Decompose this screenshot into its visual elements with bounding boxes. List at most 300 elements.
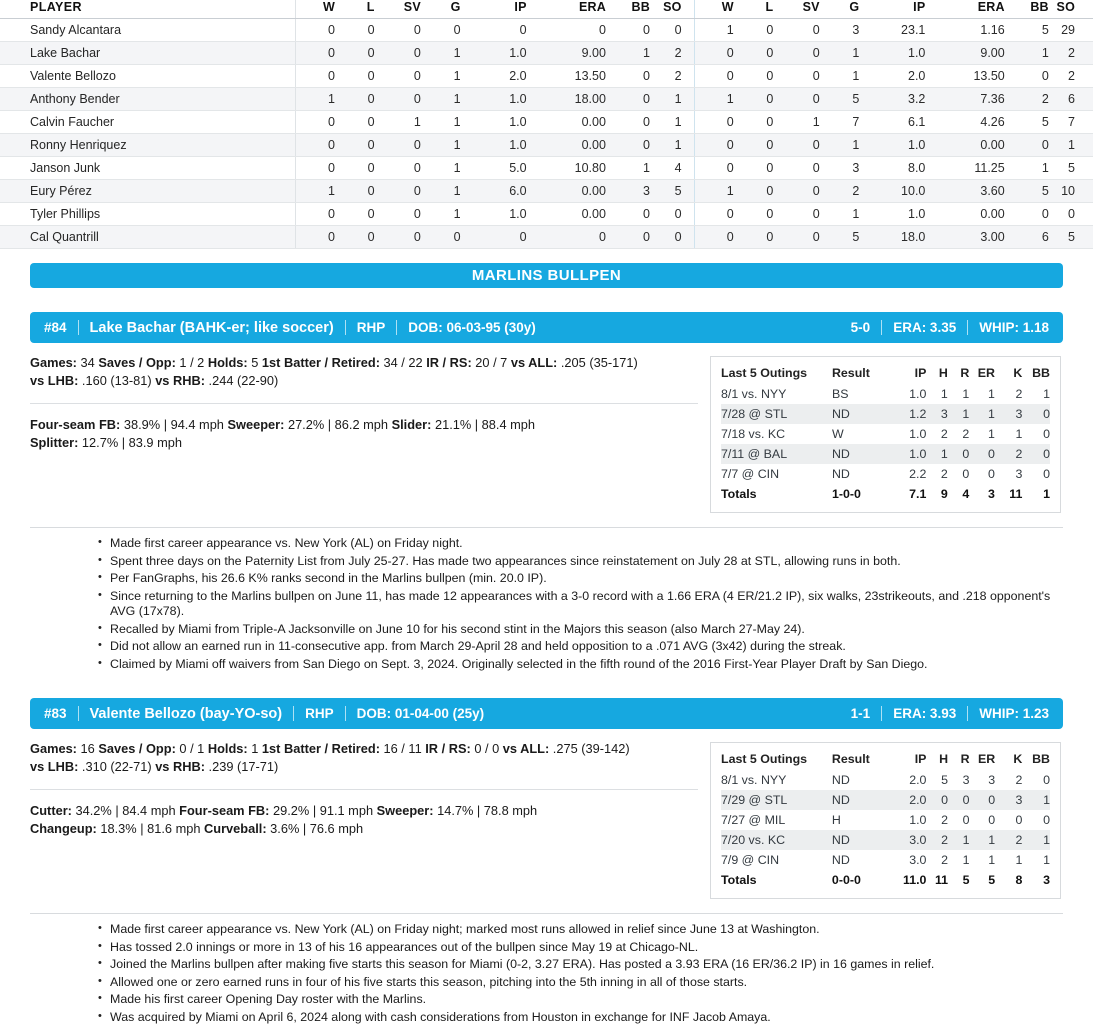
stat-cell: 6 — [1005, 226, 1049, 249]
stat-cell: 0 — [773, 203, 819, 226]
outings-total-cell: 5 — [970, 870, 996, 890]
notes-divider — [30, 913, 1063, 914]
outings-col-header: BB — [1022, 749, 1050, 770]
stat-cell: 1.0 — [859, 203, 925, 226]
stat-value: 18.3% | 81.6 mph — [97, 821, 204, 836]
pitcher-stats-table — [0, 0, 1093, 249]
last-five-outings-box — [710, 742, 1061, 899]
outings-header — [721, 363, 1050, 384]
outing-stat: 3 — [995, 790, 1022, 810]
stat-cell: 0 — [375, 88, 421, 111]
outing-stat: ND — [832, 850, 893, 870]
splits-line-handedness — [30, 372, 698, 390]
outing-date: 7/27 @ MIL — [721, 810, 832, 830]
stat-cell: 2 — [650, 65, 694, 88]
stat-cell: 0 — [375, 134, 421, 157]
stat-value: 1 — [248, 741, 262, 756]
stat-cell: 1 — [820, 203, 860, 226]
stat-cell: 0 — [1005, 203, 1049, 226]
outing-row — [721, 464, 1050, 484]
player-header-left — [44, 706, 484, 722]
stat-label: 1st Batter / Retired: — [262, 355, 380, 370]
stat-cell: 1 — [650, 88, 694, 111]
outings-total-cell: 11 — [926, 870, 948, 890]
player-notes-section — [20, 513, 1073, 674]
stat-cell: 0 — [527, 226, 606, 249]
stat-cell: 2 — [1049, 65, 1093, 88]
outing-stat: 1.0 — [893, 424, 926, 444]
stat-label: Holds: — [208, 741, 248, 756]
list-item: • Made first career appearance vs. New York (AL) on Friday night; marked most runs allowed in relief since June 13 at Washington. — [98, 922, 1073, 940]
player-header-bar[interactable] — [30, 312, 1063, 343]
outing-stat: 2 — [995, 830, 1022, 850]
table-row — [0, 65, 1093, 88]
outing-date: 7/9 @ CIN — [721, 850, 832, 870]
stat-cell: 0 — [606, 111, 650, 134]
stat-label: Curveball: — [204, 821, 267, 836]
outings-total-cell: 11 — [995, 484, 1022, 504]
stat-cell: 0 — [694, 111, 734, 134]
outing-stat: 0 — [969, 444, 995, 464]
notes-list — [20, 922, 1073, 1027]
stat-cell: 3 — [820, 157, 860, 180]
stat-cell: 0.00 — [527, 203, 606, 226]
player-card-body — [30, 343, 1063, 513]
col-header-era-game: ERA — [527, 0, 606, 19]
pitch-mix-line-1 — [30, 802, 698, 820]
outing-stat: 0 — [1022, 810, 1050, 830]
stat-label: Holds: — [208, 355, 248, 370]
stat-value: .160 (13-81) — [78, 373, 155, 388]
outings-total-cell: 4 — [948, 484, 969, 504]
stat-cell: 1 — [650, 111, 694, 134]
outing-stat: 5 — [926, 770, 948, 790]
stat-cell: 1.0 — [461, 134, 527, 157]
outing-stat: 0 — [926, 790, 948, 810]
stats-header-row — [0, 0, 1093, 19]
stat-cell: 5 — [650, 180, 694, 203]
outing-stat: 1 — [969, 384, 995, 404]
player-header-bar[interactable] — [30, 698, 1063, 729]
stat-label: Saves / Opp: — [98, 741, 176, 756]
stat-label: vs ALL: — [503, 741, 549, 756]
stat-cell: 0 — [606, 134, 650, 157]
col-header-g-game: G — [421, 0, 461, 19]
stat-cell: 0 — [421, 19, 461, 42]
outings-header-row — [721, 363, 1050, 384]
stat-label: vs RHB: — [155, 373, 205, 388]
col-header-w-game: W — [295, 0, 335, 19]
outing-date: 8/1 vs. NYY — [721, 384, 832, 404]
outing-stat: 2.0 — [893, 770, 927, 790]
stat-cell: 0 — [734, 42, 774, 65]
last-five-outings-table — [721, 749, 1050, 890]
stat-value: 16 / 11 — [380, 741, 425, 756]
player-splits-column — [30, 354, 710, 513]
stat-value: 0 / 1 — [176, 741, 208, 756]
stat-label: vs LHB: — [30, 373, 78, 388]
outing-row — [721, 424, 1050, 444]
stat-value: 34.2% | 84.4 mph — [72, 803, 179, 818]
outing-stat: 1 — [1022, 384, 1050, 404]
outing-row — [721, 770, 1050, 790]
stat-cell: 0 — [461, 226, 527, 249]
stat-cell: 2.0 — [859, 65, 925, 88]
stat-cell: 0 — [650, 19, 694, 42]
stat-cell: 0 — [375, 226, 421, 249]
outings-total-cell: 0-0-0 — [832, 870, 893, 890]
stat-label: Changeup: — [30, 821, 97, 836]
stat-cell: 2 — [1005, 88, 1049, 111]
outing-stat: 2 — [995, 770, 1022, 790]
col-header-ip-season: IP — [859, 0, 925, 19]
table-row — [0, 134, 1093, 157]
player-header-right — [851, 320, 1049, 335]
outing-stat: 0 — [1022, 404, 1050, 424]
outing-stat: 3.0 — [893, 830, 927, 850]
outing-stat: 3 — [995, 404, 1022, 424]
stat-cell: 0 — [694, 134, 734, 157]
stat-cell: 0 — [773, 226, 819, 249]
player-header-right — [851, 706, 1049, 721]
stat-cell: 1 — [1005, 157, 1049, 180]
outing-stat: 3 — [995, 464, 1022, 484]
outing-date: 7/11 @ BAL — [721, 444, 832, 464]
stat-value: 5 — [248, 355, 262, 370]
stat-cell: 3.2 — [859, 88, 925, 111]
stat-cell: 8.0 — [859, 157, 925, 180]
outings-total-cell: 7.1 — [893, 484, 926, 504]
outing-stat: 2 — [926, 424, 947, 444]
stat-cell: 2 — [820, 180, 860, 203]
stat-cell: 2.0 — [461, 65, 527, 88]
outing-stat: 1 — [948, 404, 969, 424]
outings-col-header: ER — [970, 749, 996, 770]
outings-col-header: Last 5 Outings — [721, 363, 832, 384]
stat-cell: 0 — [694, 226, 734, 249]
outing-row — [721, 830, 1050, 850]
outing-stat: 1.2 — [893, 404, 926, 424]
stat-cell: 9.00 — [527, 42, 606, 65]
table-row — [0, 203, 1093, 226]
outings-col-header: BB — [1022, 363, 1050, 384]
stat-cell: 0 — [773, 134, 819, 157]
outing-stat: 0 — [970, 790, 996, 810]
outing-stat: 1.0 — [893, 810, 927, 830]
stat-cell: 0 — [734, 65, 774, 88]
outings-total-cell: 9 — [926, 484, 947, 504]
stat-cell: 11.25 — [925, 157, 1004, 180]
outings-total-cell: 11.0 — [893, 870, 927, 890]
stat-cell: 0 — [335, 65, 375, 88]
list-item: • Has tossed 2.0 innings or more in 13 of his 16 appearances out of the bullpen since May 19 at Chicago-NL. — [98, 940, 1073, 958]
stat-cell: 0 — [335, 19, 375, 42]
outings-col-header: H — [926, 363, 947, 384]
outing-stat: 0 — [948, 464, 969, 484]
stat-cell: 0 — [650, 226, 694, 249]
outing-stat: 3 — [926, 404, 947, 424]
outing-stat: 0 — [1022, 424, 1050, 444]
notes-divider — [30, 527, 1063, 528]
stat-cell: 2 — [1049, 42, 1093, 65]
col-header-player: PLAYER — [0, 0, 295, 19]
stat-cell: 6 — [1049, 88, 1093, 111]
outings-total-cell: Totals — [721, 484, 832, 504]
outing-stat: ND — [832, 830, 893, 850]
outing-stat: 1 — [995, 850, 1022, 870]
stat-cell: 3 — [606, 180, 650, 203]
outings-total-cell: 1-0-0 — [832, 484, 893, 504]
stat-cell: 0 — [375, 19, 421, 42]
table-row — [0, 19, 1093, 42]
list-item: • Claimed by Miami off waivers from San Diego on Sept. 3, 2024. Originally selected in the fifth round of the 2016 First-Year Player Draft by San Diego. — [98, 657, 1073, 675]
outing-stat: ND — [832, 790, 893, 810]
stat-cell: 0 — [773, 42, 819, 65]
col-header-bb-game: BB — [606, 0, 650, 19]
stat-value: 12.7% | 83.9 mph — [78, 435, 182, 450]
outing-stat: 1 — [1022, 830, 1050, 850]
stat-cell: 0 — [335, 42, 375, 65]
stat-cell: 0 — [650, 203, 694, 226]
list-item: • Per FanGraphs, his 26.6 K% ranks second in the Marlins bullpen (min. 20.0 IP). — [98, 571, 1073, 589]
col-header-l-game: L — [335, 0, 375, 19]
outings-total-cell: 3 — [969, 484, 995, 504]
outing-row — [721, 850, 1050, 870]
stat-cell: 1 — [421, 134, 461, 157]
stat-cell: 10.80 — [527, 157, 606, 180]
stat-cell: 0 — [773, 65, 819, 88]
outings-totals-row — [721, 870, 1050, 890]
player-whip: WHIP: 1.23 — [979, 706, 1049, 721]
divider — [345, 320, 346, 335]
stat-cell: 0 — [375, 157, 421, 180]
stat-cell: 10 — [1049, 180, 1093, 203]
outing-stat: ND — [832, 770, 893, 790]
outing-stat: 0 — [969, 464, 995, 484]
player-whip: WHIP: 1.18 — [979, 320, 1049, 335]
outing-stat: 1 — [970, 850, 996, 870]
stat-value: 14.7% | 78.8 mph — [434, 803, 538, 818]
col-header-sv-season: SV — [773, 0, 819, 19]
stat-cell: 0 — [694, 65, 734, 88]
outing-row — [721, 444, 1050, 464]
stat-cell: 0.00 — [527, 111, 606, 134]
stat-cell: 0 — [773, 180, 819, 203]
stat-cell: 13.50 — [925, 65, 1004, 88]
outing-stat: 3 — [970, 770, 996, 790]
player-number: #83 — [44, 706, 67, 721]
stat-cell: 0 — [606, 203, 650, 226]
player-name: Valente Bellozo (bay-YO-so) — [90, 706, 283, 722]
stat-cell: 0 — [375, 42, 421, 65]
player-cards-container — [0, 312, 1093, 1027]
stat-cell: 18.0 — [859, 226, 925, 249]
player-era: ERA: 3.93 — [893, 706, 956, 721]
stat-cell: 0 — [773, 157, 819, 180]
outings-col-header: IP — [893, 749, 927, 770]
outing-stat: 1 — [969, 404, 995, 424]
list-item: • Allowed one or zero earned runs in four of his five starts this season, pitching into the 5th inning in all of those starts. — [98, 975, 1073, 993]
stat-cell: 0.00 — [527, 134, 606, 157]
outing-date: 7/20 vs. KC — [721, 830, 832, 850]
player-name-cell: Eury Pérez — [0, 180, 295, 203]
divider — [881, 706, 882, 721]
splits-divider — [30, 789, 698, 790]
divider — [967, 706, 968, 721]
list-item: • Was acquired by Miami on April 6, 2024 along with cash considerations from Houston in exchange for INF Jacob Amaya. — [98, 1010, 1073, 1027]
stat-label: vs RHB: — [155, 759, 205, 774]
stat-cell: 1.16 — [925, 19, 1004, 42]
stat-cell: 7 — [1049, 111, 1093, 134]
player-throws-hand: RHP — [305, 706, 334, 721]
stat-cell: 0 — [734, 134, 774, 157]
outing-stat: 1 — [970, 830, 996, 850]
col-header-w-season: W — [694, 0, 734, 19]
stat-cell: 0 — [1005, 134, 1049, 157]
stat-cell: 1 — [421, 88, 461, 111]
stat-value: 38.9% | 94.4 mph — [120, 417, 227, 432]
player-dob: DOB: 01-04-00 (25y) — [357, 706, 485, 721]
stat-value: 27.2% | 86.2 mph — [284, 417, 391, 432]
stat-cell: 0 — [295, 42, 335, 65]
outing-stat: 0 — [970, 810, 996, 830]
stat-cell: 0 — [295, 226, 335, 249]
player-name-cell: Tyler Phillips — [0, 203, 295, 226]
stat-value: 21.1% | 88.4 mph — [431, 417, 535, 432]
stat-cell: 0 — [734, 226, 774, 249]
player-notes-section — [20, 899, 1073, 1027]
stat-cell: 0 — [295, 157, 335, 180]
table-row — [0, 226, 1093, 249]
col-header-l-season: L — [734, 0, 774, 19]
outing-stat: 0 — [1022, 444, 1050, 464]
stat-cell: 1 — [421, 180, 461, 203]
outing-stat: H — [832, 810, 893, 830]
outing-stat: 0 — [948, 790, 969, 810]
outing-stat: 0 — [948, 810, 969, 830]
col-header-sv-game: SV — [375, 0, 421, 19]
stat-value: 3.6% | 76.6 mph — [267, 821, 364, 836]
stat-value: 16 — [77, 741, 98, 756]
list-item: • Made his first career Opening Day roster with the Marlins. — [98, 992, 1073, 1010]
stat-cell: 0 — [1005, 65, 1049, 88]
outing-stat: 0 — [995, 810, 1022, 830]
stat-value: .239 (17-71) — [205, 759, 278, 774]
outing-stat: 3 — [948, 770, 969, 790]
outing-row — [721, 384, 1050, 404]
player-name-cell: Lake Bachar — [0, 42, 295, 65]
outings-total-cell: 8 — [995, 870, 1022, 890]
outing-stat: 0 — [1022, 464, 1050, 484]
outing-stat: 1 — [926, 384, 947, 404]
stat-cell: 1 — [421, 203, 461, 226]
outing-stat: 0 — [1022, 770, 1050, 790]
stat-label: Slider: — [392, 417, 432, 432]
last-five-outings-column — [710, 354, 1061, 513]
player-dob: DOB: 06-03-95 (30y) — [408, 320, 536, 335]
outing-stat: 2 — [926, 830, 948, 850]
stat-cell: 1 — [606, 157, 650, 180]
stat-cell: 0 — [335, 157, 375, 180]
list-item: • Spent three days on the Paternity List from July 25-27. Has made two appearances since reinstatement on July 28 at STL, allowing runs in both. — [98, 554, 1073, 572]
stat-label: vs LHB: — [30, 759, 78, 774]
stat-cell: 1.0 — [859, 134, 925, 157]
notes-list — [20, 536, 1073, 674]
player-record: 1-1 — [851, 706, 871, 721]
stat-label: Saves / Opp: — [98, 355, 176, 370]
outing-stat: 2 — [995, 444, 1022, 464]
outings-header-row — [721, 749, 1050, 770]
divider — [881, 320, 882, 335]
stat-cell: 5 — [1005, 111, 1049, 134]
stat-cell: 23.1 — [859, 19, 925, 42]
stat-cell: 7 — [820, 111, 860, 134]
col-header-g-season: G — [820, 0, 860, 19]
stat-cell: 0.00 — [925, 203, 1004, 226]
player-card-body — [30, 729, 1063, 899]
stat-cell: 0 — [694, 203, 734, 226]
stat-cell: 9.00 — [925, 42, 1004, 65]
stat-cell: 1 — [820, 42, 860, 65]
outings-col-header: R — [948, 363, 969, 384]
stat-cell: 0 — [694, 42, 734, 65]
stat-cell: 0 — [1049, 203, 1093, 226]
stat-cell: 1 — [650, 134, 694, 157]
outings-col-header: IP — [893, 363, 926, 384]
outing-date: 7/29 @ STL — [721, 790, 832, 810]
stat-cell: 0 — [527, 19, 606, 42]
outing-row — [721, 404, 1050, 424]
stat-cell: 1.0 — [461, 42, 527, 65]
stat-cell: 1.0 — [461, 111, 527, 134]
outing-stat: 1 — [969, 424, 995, 444]
stat-cell: 1 — [295, 88, 335, 111]
player-name-cell: Valente Bellozo — [0, 65, 295, 88]
stat-label: IR / RS: — [426, 355, 472, 370]
outings-col-header: H — [926, 749, 948, 770]
stat-cell: 0 — [295, 65, 335, 88]
stat-value: .205 (35-171) — [557, 355, 637, 370]
stat-cell: 5 — [820, 88, 860, 111]
list-item: • Recalled by Miami from Triple-A Jacksonville on June 10 for his second stint in the Majors this season (also March 27-May 24). — [98, 622, 1073, 640]
stat-cell: 1 — [421, 65, 461, 88]
stat-cell: 18.00 — [527, 88, 606, 111]
stat-cell: 3 — [820, 19, 860, 42]
pitch-mix-line-2 — [30, 434, 698, 452]
stat-cell: 0 — [606, 226, 650, 249]
stat-cell: 0 — [734, 111, 774, 134]
stat-cell: 1 — [295, 180, 335, 203]
divider — [78, 320, 79, 335]
stat-label: vs ALL: — [511, 355, 557, 370]
pitch-mix-line-2 — [30, 820, 698, 838]
stat-cell: 1 — [820, 134, 860, 157]
outing-row — [721, 810, 1050, 830]
stat-cell: 1 — [694, 19, 734, 42]
outing-stat: 2.2 — [893, 464, 926, 484]
outing-stat: 2 — [995, 384, 1022, 404]
outings-totals-row — [721, 484, 1050, 504]
table-row — [0, 111, 1093, 134]
stat-cell: 0 — [734, 180, 774, 203]
stat-label: Sweeper: — [227, 417, 284, 432]
player-name-cell: Ronny Henriquez — [0, 134, 295, 157]
list-item: • Since returning to the Marlins bullpen on June 11, has made 12 appearances with a 3-0 record with a 1.66 ERA (4 ER/21.2 IP), six walks, 23strikeouts, and .218 opponent's AVG (17x78). — [98, 589, 1073, 622]
outing-stat: 2 — [948, 424, 969, 444]
stat-label: Games: — [30, 355, 77, 370]
stat-label: Games: — [30, 741, 77, 756]
outings-col-header: Result — [832, 749, 893, 770]
